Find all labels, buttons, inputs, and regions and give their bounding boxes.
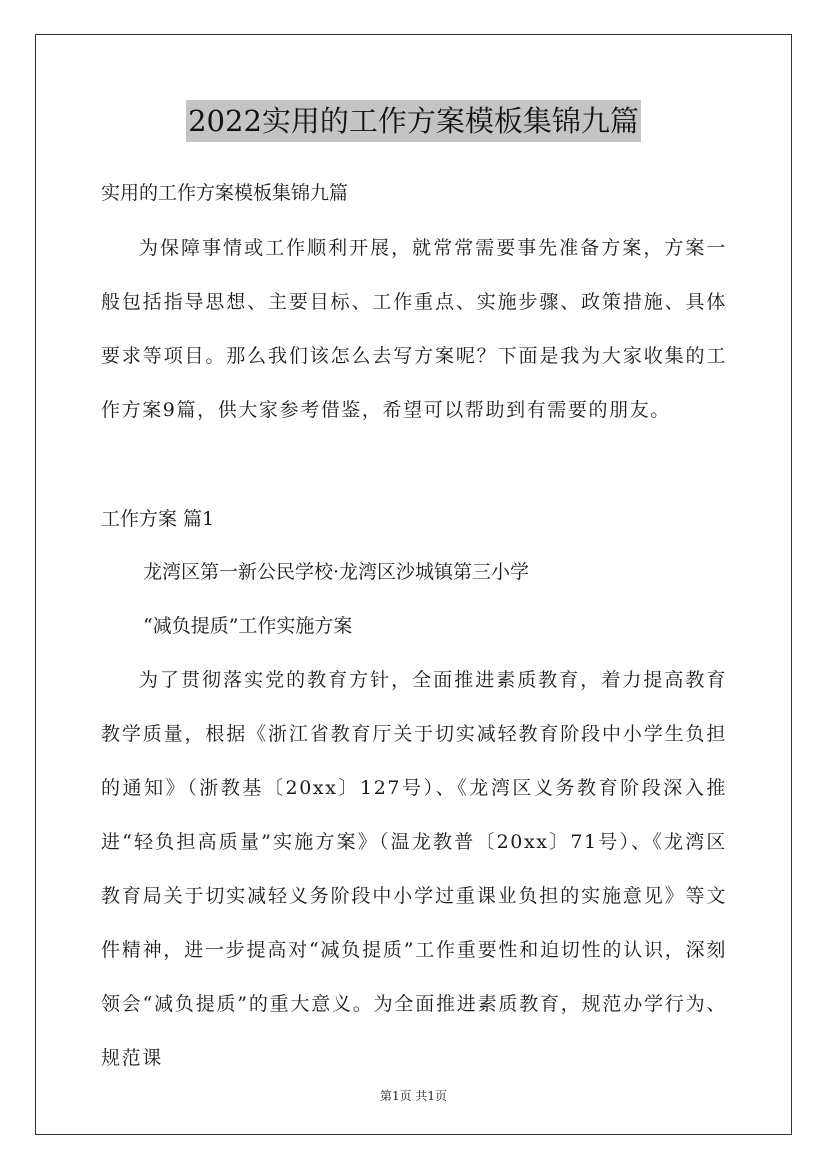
body-text: 为了贯彻落实党的教育方针，全面推进素质教育，着力提高教育教学质量，根据《浙江省教育厅关于切实减轻教育阶段中小学生负担的通知》（浙教基〔20xx〕127号）、《龙湾区义务教育阶段深入推进“轻负担高质量”实施方案》（温龙教普〔20xx〕71号）、《龙湾区教育局关于切实减轻义务阶段中小学过重课业负担的实施意见》等文件精神，进一步提高对“减负提质”工作重要性和迫切性的认识，深刻领会“减负提质”的重大意义。为全面推进素质教育，规范办学行为、规范课 bbox=[101, 669, 727, 1069]
section-heading: 工作方案 篇1 bbox=[101, 508, 215, 530]
intro-text: 为保障事情或工作顺利开展，就常常需要事先准备方案，方案一般包括指导思想、主要目标、工作重点、实施步骤、政策措施、具体要求等项目。那么我们该怎么去写方案呢？下面是我为大家收集的工作方案9篇，供大家参考借鉴，希望可以帮助到有需要的朋友。 bbox=[101, 237, 727, 421]
page-footer: 第1页 共1页 bbox=[379, 1089, 448, 1103]
school-line: 龙湾区第一新公民学校·龙湾区沙城镇第三小学 bbox=[143, 561, 530, 583]
plan-title: “减负提质”工作实施方案 bbox=[143, 615, 353, 637]
title-block bbox=[0, 100, 827, 142]
intro-paragraph bbox=[101, 221, 727, 437]
document-subtitle: 实用的工作方案模板集锦九篇 bbox=[101, 182, 349, 204]
document-title: 2022实用的工作方案模板集锦九篇 bbox=[186, 100, 641, 142]
body-paragraph bbox=[101, 653, 727, 1085]
